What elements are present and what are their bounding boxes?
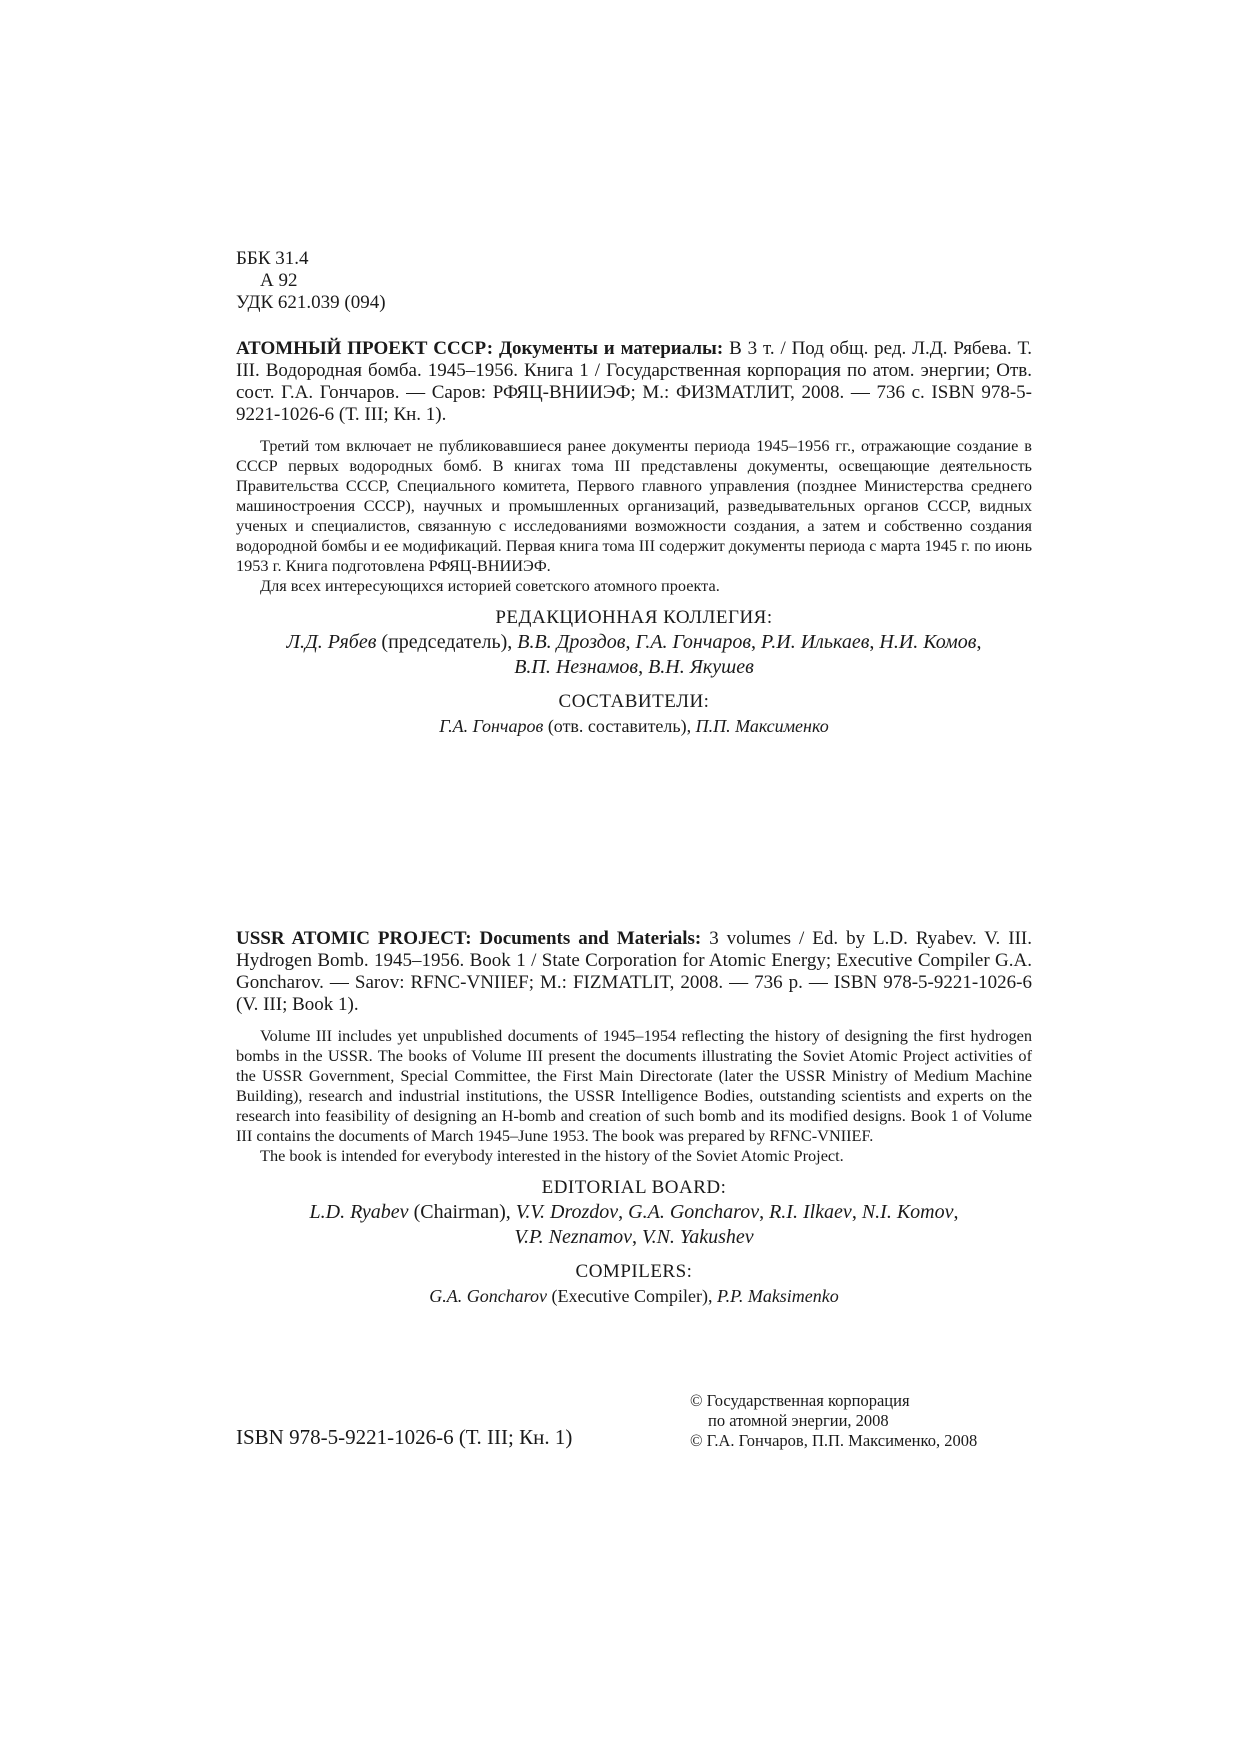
board-role: (председатель), [376, 631, 518, 653]
bib-title-en: USSR ATOMIC PROJECT: Documents and Materials: [236, 928, 702, 949]
editorial-board-names-ru: Л.Д. Рябев (председатель), В.В. Дроздов, Г.А. Гончаров, Р.И. Илькаев, Н.И. Комов, В.П. Незнамов, В.Н. Якушев [286, 631, 982, 678]
editorial-board-heading-en: EDITORIAL BOARD: [541, 1177, 727, 1198]
board-member: G.A. Goncharov [628, 1201, 760, 1223]
abstract-audience: The book is intended for everybody interested in the history of the Soviet Atomic Project. [260, 1146, 844, 1165]
abstract-ru [236, 436, 1032, 596]
bib-details-en: 3 volumes / Ed. by L.D. Ryabev. V. III. Hydrogen Bomb. 1945–1956. Book 1 / State Corporation for Atomic Energy; Executive Compiler G.A. Goncharov. — Sarov: RFNC-VNIIEF; M.: FIZMATLIT, 2008. — 736 p. — ISBN 978-5-9221-1026-6 (V. III; Book 1). [236, 928, 1032, 1015]
board-member: Р.И. Илькаев [761, 631, 870, 653]
bibliographic-entry-ru [236, 338, 1032, 426]
russian-section [236, 338, 1032, 738]
compilers-names-ru [236, 714, 1032, 738]
board-member: Н.И. Комов [879, 631, 977, 653]
author-mark: А 92 [260, 270, 298, 291]
board-member: Г.А. Гончаров [635, 631, 752, 653]
udk-code: УДК 621.039 (094) [236, 292, 386, 313]
editorial-board-heading-ru: РЕДАКЦИОННАЯ КОЛЛЕГИЯ: [495, 607, 773, 628]
bib-details-ru: В 3 т. / Под общ. ред. Л.Д. Рябева. Т. III. Водородная бомба. 1945–1956. Книга 1 / Государственная корпорация по атом. энергии; Отв. сост. Г.А. Гончаров. — Саров: РФЯЦ-ВНИИЭФ; М.: ФИЗМАТЛИТ, 2008. — 736 с. ISBN 978-5-9221-1026-6 (Т. III; Кн. 1). [236, 338, 1032, 425]
copyright-line: по атомной энергии, 2008 [708, 1411, 889, 1430]
board-member: N.I. Komov [861, 1201, 954, 1223]
board-member: L.D. Ryabev [309, 1201, 409, 1223]
board-member: V.V. Drozdov [515, 1201, 619, 1223]
compilers-heading-ru: СОСТАВИТЕЛИ: [558, 691, 710, 712]
bbk-code: ББК 31.4 [236, 248, 309, 269]
board-member: В.В. Дроздов [517, 631, 626, 653]
compiler: P.P. Maksimenko [716, 1286, 839, 1306]
compiler: G.A. Goncharov [429, 1286, 548, 1306]
abstract-en [236, 1026, 1032, 1166]
board-member: V.N. Yakushev [641, 1226, 754, 1248]
english-section [236, 928, 1032, 1308]
copyright-line: © Г.А. Гончаров, П.П. Максименко, 2008 [690, 1431, 978, 1450]
board-member: В.Н. Якушев [648, 656, 754, 678]
editorial-board-names-en: L.D. Ryabev (Chairman), V.V. Drozdov, G.A. Goncharov, R.I. Ilkaev, N.I. Komov, V.P. Neznamov, V.N. Yakushev [309, 1201, 959, 1248]
board-member: V.P. Neznamov [514, 1226, 632, 1248]
abstract-audience: Для всех интересующихся историей советского атомного проекта. [260, 576, 720, 595]
bibliographic-entry-en [236, 928, 1032, 1016]
compiler: П.П. Максименко [695, 716, 829, 736]
abstract-paragraph: Третий том включает не публиковавшиеся ранее документы периода 1945–1956 гг., отражающие создание в СССР первых водородных бомб. В книгах тома III представлены документы, освещающие деятельность Правительства СССР, Специального комитета, Первого главного управления (позднее Министерства среднего машиностроения СССР), научных и промышленных организаций, разведывательных органов СССР, видных ученых и специалистов, связанную с исследованиями возможности создания, а затем и собственно создания водородной бомбы и ее модификаций. Первая книга тома III содержит документы периода с марта 1945 г. по июнь 1953 г. Книга подготовлена РФЯЦ-ВНИИЭФ. [236, 436, 1033, 575]
board-member: В.П. Незнамов [514, 656, 639, 678]
bib-title-ru: АТОМНЫЙ ПРОЕКТ СССР: Документы и материалы: [236, 338, 724, 359]
compiler: Г.А. Гончаров [439, 716, 544, 736]
compiler-role: (Executive Compiler), [547, 1286, 717, 1306]
classification-block [236, 248, 1032, 314]
copyright-line: © Государственная корпорация [690, 1391, 910, 1410]
compilers-names-en [236, 1284, 1032, 1308]
board-member: R.I. Ilkaev [769, 1201, 852, 1223]
compilers-heading-en: COMPILERS: [575, 1261, 693, 1282]
board-member: Л.Д. Рябев [286, 631, 377, 653]
abstract-paragraph: Volume III includes yet unpublished documents of 1945–1954 reflecting the history of designing the first hydrogen bombs in the USSR. The books of Volume III present the documents illustrating the Soviet Atomic Project activities of the USSR Government, Special Committee, the First Main Directorate (later the USSR Ministry of Medium Machine Building), research and industrial institutions, the USSR Intelligence Bodies, outstanding scientists and experts on the research into feasibility of designing an H-bomb and creation of such bomb and its modified designs. Book 1 of Volume III contains the documents of March 1945–June 1953. The book was prepared by RFNC-VNIIEF. [236, 1026, 1032, 1145]
isbn-line: ISBN 978-5-9221-1026-6 (Т. III; Кн. 1) [236, 1425, 573, 1449]
board-role: (Chairman), [408, 1201, 516, 1223]
copyright-block [690, 1391, 977, 1451]
compiler-role: (отв. составитель), [543, 716, 696, 736]
